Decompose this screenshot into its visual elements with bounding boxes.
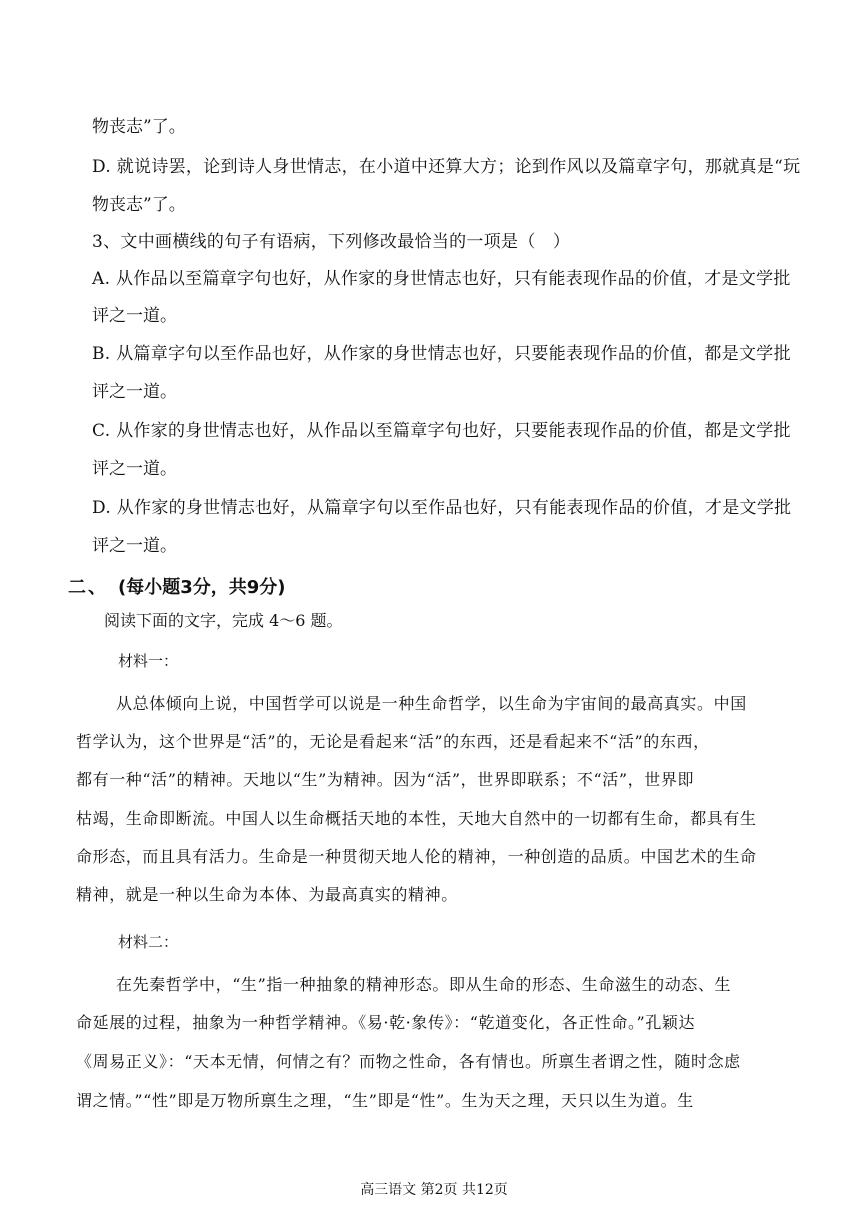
option-b-line2: 评之一道。 [92, 382, 177, 402]
option-d-line2: 评之一道。 [92, 536, 177, 556]
material-1-line: 精神，就是一种以生命为本体、为最高真实的精神。 [76, 885, 458, 904]
section-intro: 阅读下面的文字，完成 4～6 题。 [104, 611, 343, 630]
section-score: (每小题3分，共9分) [118, 577, 286, 598]
page-footer: 高三语文 第2页 共12页 [360, 1182, 508, 1198]
material-1-line: 枯竭，生命即断流。中国人以生命概括天地的本性，天地大自然中的一切都有生命，都具有生 [76, 809, 757, 828]
text-line: 物丧志”了。 [92, 117, 186, 137]
option-d-line2: 物丧志”了。 [92, 195, 186, 215]
material-1-line: 从总体倾向上说，中国哲学可以说是一种生命哲学，以生命为宇宙间的最高真实。中国 [116, 694, 747, 713]
material-1-line: 都有一种“活”的精神。天地以“生”为精神。因为“活”，世界即联系；不“活”，世界即 [76, 770, 695, 789]
question-3-stem: 3、文中画横线的句子有语病，下列修改最恰当的一项是（ ） [92, 232, 571, 252]
option-d-line1: D. 从作家的身世情志也好，从篇章字句以至作品也好，只有能表现作品的价值，才是文学批 [92, 498, 792, 518]
material-2-line: 在先秦哲学中，“生”指一种抽象的精神形态。即从生命的形态、生命滋生的动态、生 [116, 975, 732, 994]
option-a-line1: A. 从作品以至篇章字句也好，从作家的身世情志也好，只有能表现作品的价值，才是文学批 [92, 269, 791, 289]
option-b-line1: B. 从篇章字句以至作品也好，从作家的身世情志也好，只要能表现作品的价值，都是文学批 [92, 344, 791, 364]
section-heading [68, 576, 286, 600]
material-2-label: 材料二： [118, 933, 179, 951]
option-c-line2: 评之一道。 [92, 459, 177, 479]
material-1-label: 材料一： [118, 652, 179, 670]
material-1-line: 哲学认为，这个世界是“活”的，无论是看起来“活”的东西，还是看起来不“活”的东西， [76, 732, 710, 751]
option-c-line1: C. 从作家的身世情志也好，从作品以至篇章字句也好，只要能表现作品的价值，都是文学批 [92, 421, 791, 441]
material-2-line: 谓之情。”“性”即是万物所禀生之理，“生”即是“性”。生为天之理，天只以生为道。生 [76, 1091, 694, 1110]
material-2-line: 《周易正义》：“天本无情，何情之有？而物之性命，各有情也。所禀生者谓之性，随时念虑 [76, 1052, 741, 1071]
material-2-line: 命延展的过程，抽象为一种哲学精神。《易·乾·象传》：“乾道变化，各正性命。”孔颖达 [76, 1013, 696, 1032]
section-number: 二、 [68, 577, 108, 598]
material-1-line: 命形态，而且具有活力。生命是一种贯彻天地人伦的精神，一种创造的品质。中国艺术的生命 [76, 847, 757, 866]
option-d-line1: D. 就说诗罢，论到诗人身世情志，在小道中还算大方；论到作风以及篇章字句，那就真是“玩 [92, 157, 801, 177]
option-a-line2: 评之一道。 [92, 306, 177, 326]
